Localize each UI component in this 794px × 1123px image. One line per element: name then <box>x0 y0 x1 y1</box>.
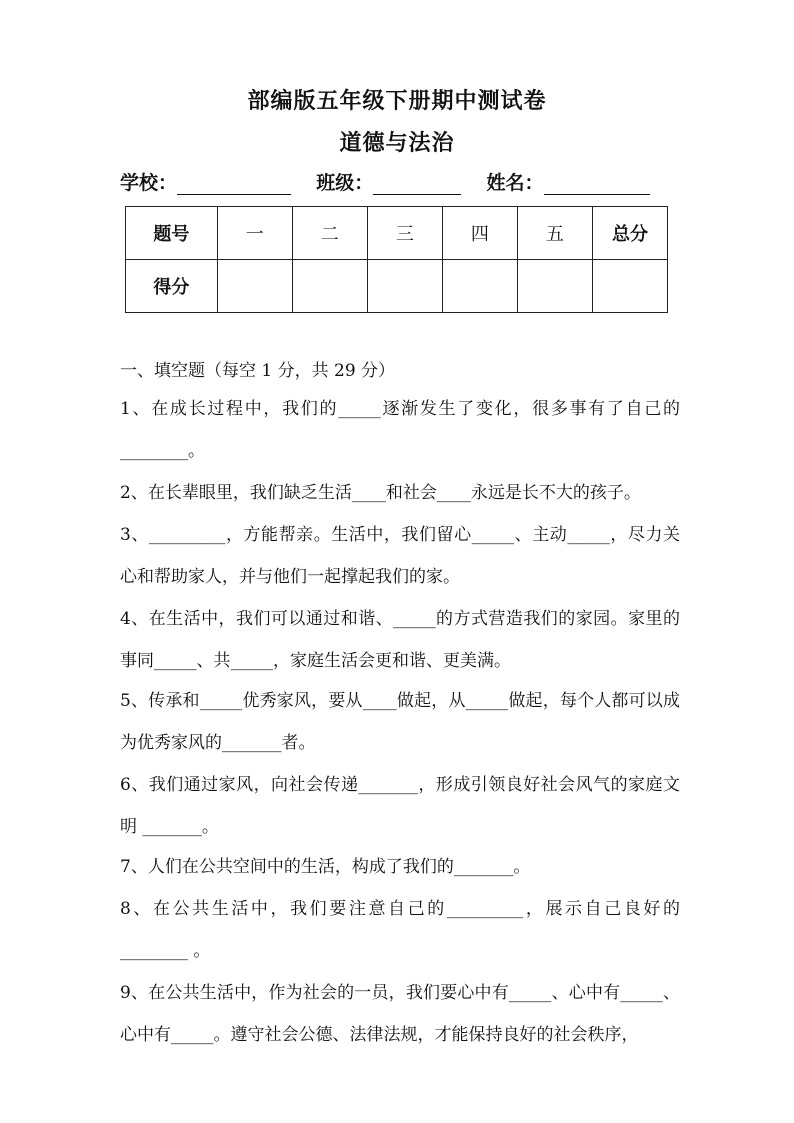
school-label: 学校： <box>120 172 178 194</box>
question-6: 6、我们通过家风，向社会传递_______，形成引领良好社会风气的家庭文明 _______。 <box>120 775 680 837</box>
score-table-score-row <box>126 260 668 313</box>
header-cell-total: 总分 <box>592 207 667 260</box>
score-cell-3[interactable] <box>367 260 442 313</box>
score-cell-1[interactable] <box>217 260 292 313</box>
header-cell-1: 一 <box>217 207 292 260</box>
question-5: 5、传承和_____优秀家风，要从____做起，从_____做起，每个人都可以成为优秀家风的_______者。 <box>120 691 680 753</box>
question-8: 8、在公共生活中，我们要注意自己的_________，展示自己良好的________ 。 <box>120 899 680 961</box>
class-blank[interactable] <box>373 174 461 195</box>
question-2: 2、在长辈眼里，我们缺乏生活____和社会____永远是长不大的孩子。 <box>120 483 641 503</box>
score-cell-4[interactable] <box>442 260 517 313</box>
question-7: 7、人们在公共空间中的生活，构成了我们的_______。 <box>120 857 531 877</box>
school-blank[interactable] <box>177 174 291 195</box>
question-3: 3、_________，方能帮亲。生活中，我们留心_____、主动_____，尽力关心和帮助家人，并与他们一起撑起我们的家。 <box>120 525 680 587</box>
score-cell-5[interactable] <box>517 260 592 313</box>
question-1: 1、在成长过程中，我们的_____逐渐发生了变化，很多事有了自己的________。 <box>120 399 680 461</box>
score-cell-total[interactable] <box>592 260 667 313</box>
student-info-line <box>120 168 650 195</box>
score-row-label: 得分 <box>126 260 218 313</box>
exam-title: 部编版五年级下册期中测试卷 <box>247 88 547 114</box>
header-cell-5: 五 <box>517 207 592 260</box>
header-cell-2: 二 <box>292 207 367 260</box>
name-label: 姓名： <box>486 172 544 194</box>
header-cell-3: 三 <box>367 207 442 260</box>
score-cell-2[interactable] <box>292 260 367 313</box>
section-heading: 一、填空题（每空 1 分，共 29 分） <box>120 361 396 381</box>
question-4: 4、在生活中，我们可以通过和谐、_____的方式营造我们的家园。家里的事同_____、共_____，家庭生活会更和谐、更美满。 <box>120 609 680 671</box>
header-cell-4: 四 <box>442 207 517 260</box>
score-table-header-row <box>126 207 668 260</box>
score-table <box>125 206 668 313</box>
question-9: 9、在公共生活中，作为社会的一员，我们要心中有_____、心中有_____、心中有_____。遵守社会公德、法律法规，才能保持良好的社会秩序， <box>120 983 680 1045</box>
exam-subject: 道德与法治 <box>339 130 455 156</box>
class-label: 班级： <box>316 172 374 194</box>
name-blank[interactable] <box>544 174 650 195</box>
header-cell-number: 题号 <box>126 207 218 260</box>
